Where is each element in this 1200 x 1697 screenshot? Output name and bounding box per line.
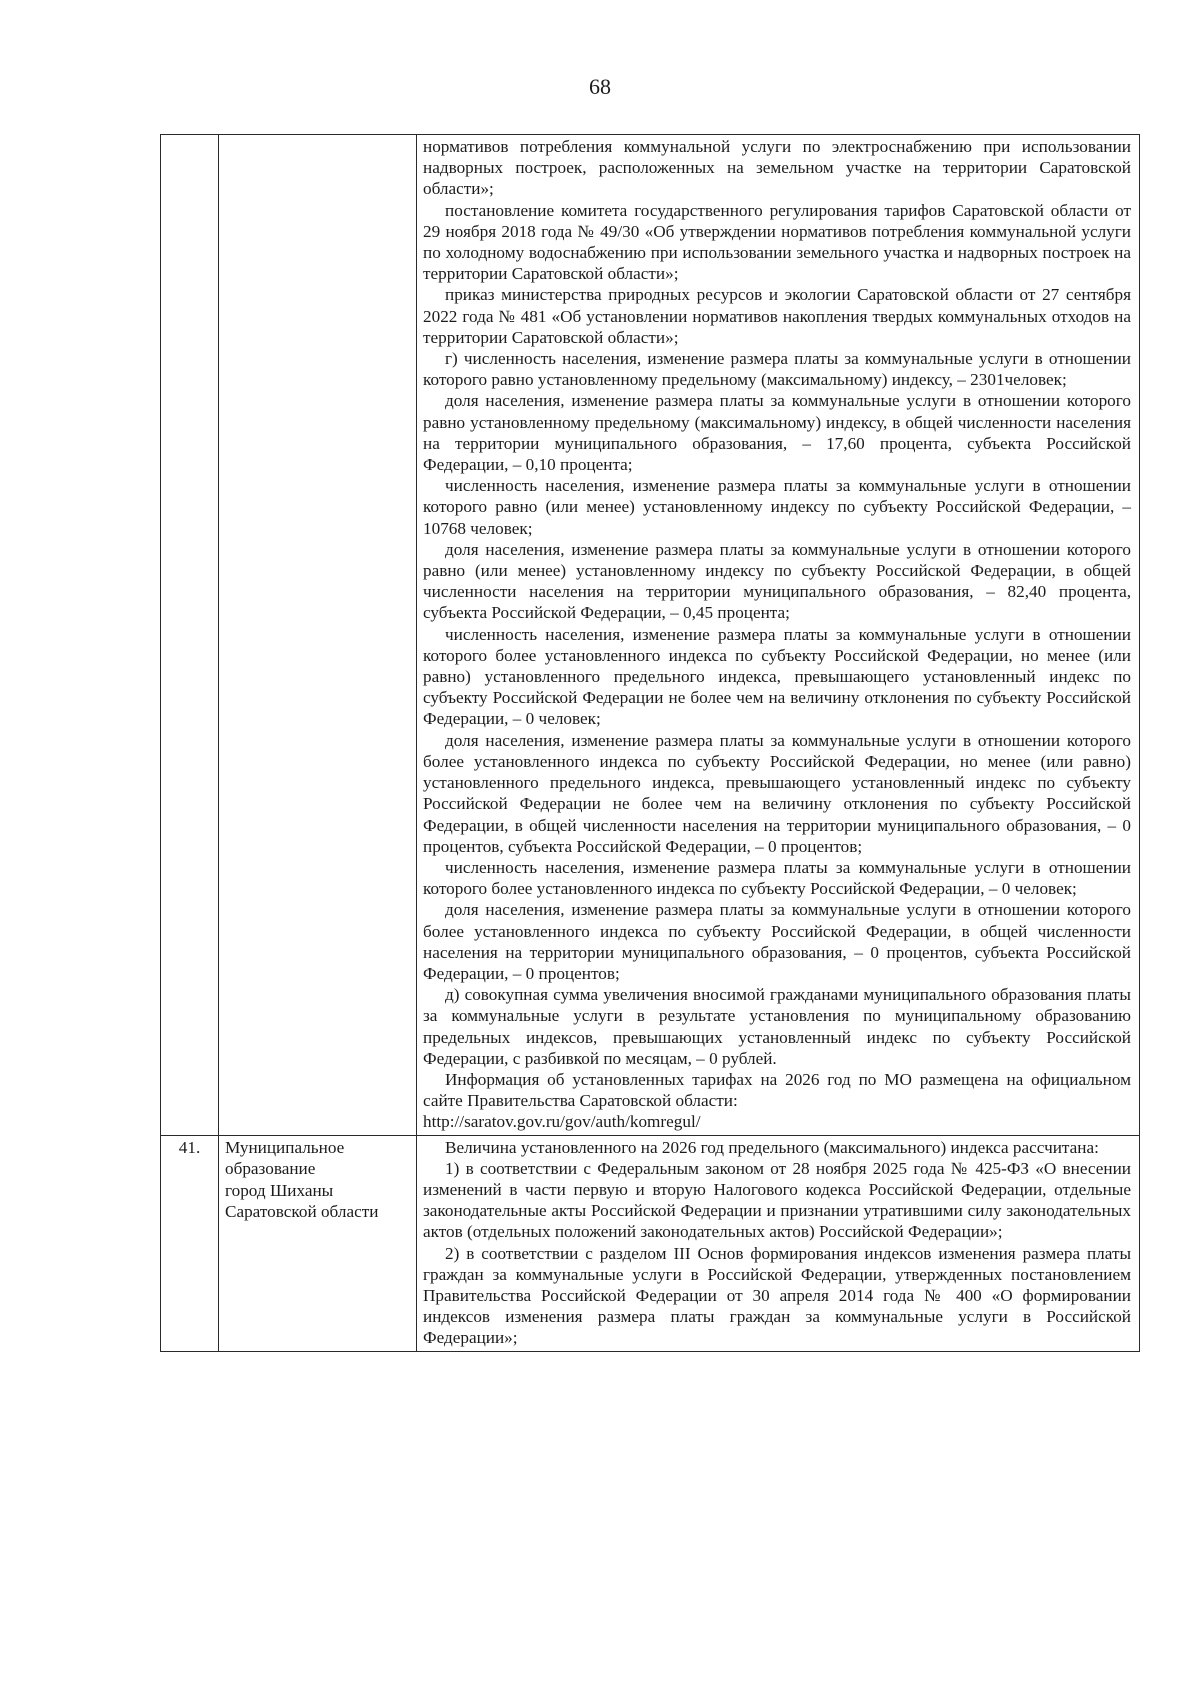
paragraph: доля населения, изменение размера платы за коммунальные услуги в отношении которого более установленного индекса по субъекту Российской Федерации, но менее (или равно) установленного предельного индекса, превышающего установленный индекс по субъекту Российской Федерации не более чем на величину отклонения по субъекту Российской Федерации, в общей численности населения на территории муниципального образования, – 0 процентов, субъекта Российской Федерации, – 0 процентов;: [423, 730, 1131, 856]
description-cell: [417, 1135, 1140, 1351]
table-row-continued: [161, 135, 1140, 1136]
paragraph: численность населения, изменение размера платы за коммунальные услуги в отношении которого равно (или менее) установленному индексу по субъекту Российской Федерации, – 10768 человек;: [423, 476, 1131, 538]
paragraph: д) совокупная сумма увеличения вносимой гражданами муниципального образования платы за коммунальные услуги в результате установления по муниципальному образованию предельных индексов, превышающих установленный индекс по субъекту Российской Федерации, с разбивкой по месяцам, – 0 рублей.: [423, 985, 1131, 1068]
municipality-cell: [219, 1135, 417, 1351]
municipality-name-line: Муниципальное: [225, 1137, 345, 1157]
municipality-name-line: Саратовской области: [225, 1202, 379, 1222]
paragraph: доля населения, изменение размера платы за коммунальные услуги в отношении которого более установленного индекса по субъекту Российской Федерации, в общей численности населения на территории муниципального образования, – 0 процентов, субъекта Российской Федерации, – 0 процентов;: [423, 900, 1131, 983]
municipality-cell: [219, 135, 417, 1136]
paragraph: доля населения, изменение размера платы за коммунальные услуги в отношении которого равно (или менее) установленному индексу по субъекту Российской Федерации, в общей численности населения на территории муниципального образования, – 82,40 процента, субъекта Российской Федерации, – 0,45 процента;: [423, 539, 1131, 623]
tariff-table: [160, 134, 1140, 1352]
paragraph: г) численность населения, изменение размера платы за коммунальные услуги в отношении которого равно установленному предельному (максимальному) индексу, – 2301человек;: [423, 349, 1131, 390]
row-number-cell: 41.: [161, 1135, 219, 1351]
page-number: 68: [589, 74, 611, 99]
paragraph: 2) в соответствии с разделом III Основ формирования индексов изменения размера платы граждан за коммунальные услуги в Российской Федерации, утвержденных постановлением Правительства Российской Федерации от 30 апреля 2014 года № 400 «О формировании индексов изменения размера платы граждан за коммунальные услуги в Российской Федерации»;: [423, 1243, 1131, 1348]
paragraph: Информация об установленных тарифах на 2026 год по МО размещена на официальном сайте Правительства Саратовской области:: [423, 1069, 1131, 1111]
tariff-info-link[interactable]: http://saratov.gov.ru/gov/auth/komregul/: [423, 1112, 701, 1132]
municipality-name-line: образование: [225, 1159, 316, 1179]
table-row-41: [161, 1135, 1140, 1351]
paragraph: численность населения, изменение размера платы за коммунальные услуги в отношении которого более установленного индекса по субъекту Российской Федерации, но менее (или равно) установленного предельного индекса, превышающего установленный индекс по субъекту Российской Федерации не более чем на величину отклонения по субъекту Российской Федерации, – 0 человек;: [423, 624, 1131, 729]
paragraph: нормативов потребления коммунальной услуги по электроснабжению при использовании надворных построек, расположенных на земельном участке на территории Саратовской области»;: [423, 137, 1131, 199]
paragraph: доля населения, изменение размера платы за коммунальные услуги в отношении которого равно установленному предельному (максимальному) индексу, в общей численности населения на территории муниципального образования, – 17,60 процента, субъекта Российской Федерации, – 0,10 процента;: [423, 391, 1131, 475]
paragraph: постановление комитета государственного регулирования тарифов Саратовской области от 29 ноября 2018 года № 49/30 «Об утверждении нормативов потребления коммунальной услуги по холодному водоснабжению при использовании земельного участка и надворных построек на территории Саратовской области»;: [423, 200, 1131, 284]
paragraph: численность населения, изменение размера платы за коммунальные услуги в отношении которого более установленного индекса по субъекту Российской Федерации, – 0 человек;: [423, 857, 1131, 899]
paragraph: Величина установленного на 2026 год предельного (максимального) индекса рассчитана:: [445, 1137, 1099, 1157]
paragraph: 1) в соответствии с Федеральным законом от 28 ноября 2025 года № 425-ФЗ «О внесении изменений в части первую и вторую Налогового кодекса Российской Федерации, отдельные законодательные акты Российской Федерации и признании утратившими силу законодательных актов (отдельных положений законодательных актов) Российской Федерации»;: [423, 1158, 1131, 1242]
municipality-name-line: город Шиханы: [225, 1180, 334, 1200]
row-number-cell: [161, 135, 219, 1136]
paragraph: приказ министерства природных ресурсов и экологии Саратовской области от 27 сентября 2022 года № 481 «Об установлении нормативов накопления твердых коммунальных отходов на территории Саратовской области»;: [423, 285, 1131, 347]
description-cell: [417, 135, 1140, 1136]
